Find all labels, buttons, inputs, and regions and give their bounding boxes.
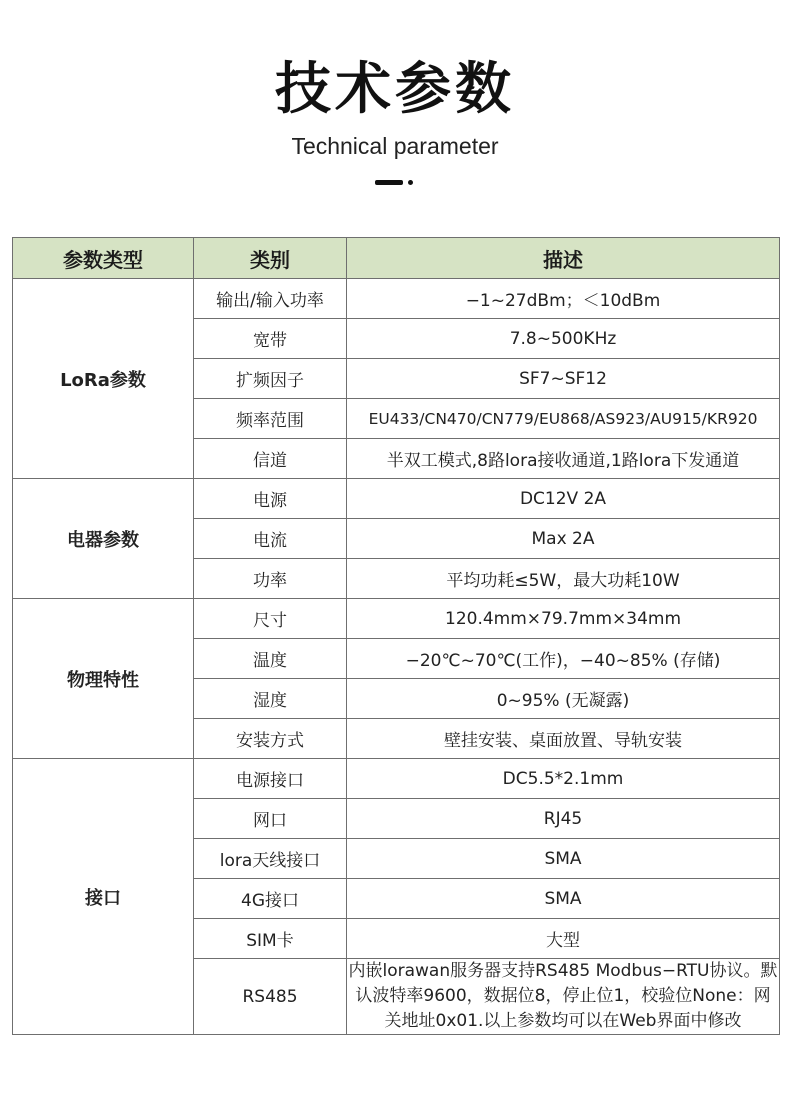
- row-description: SMA: [347, 839, 780, 879]
- row-category: 频率范围: [194, 399, 347, 439]
- table-row: [13, 759, 780, 799]
- row-category: 功率: [194, 559, 347, 599]
- row-description: EU433/CN470/CN779/EU868/AS923/AU915/KR920: [347, 399, 780, 439]
- group-label-interface: 接口: [13, 759, 194, 1035]
- header-category: 类别: [194, 238, 347, 279]
- header-description: 描述: [347, 238, 780, 279]
- row-description: Max 2A: [347, 519, 780, 559]
- row-description: 内嵌lorawan服务器支持RS485 Modbus−RTU协议。默认波特率9600，数据位8，停止位1，校验位None：网关地址0x01.以上参数均可以在Web界面中修改: [347, 959, 780, 1035]
- row-category: 扩频因子: [194, 359, 347, 399]
- divider-bar: [375, 180, 403, 185]
- spec-table: [12, 237, 780, 1035]
- row-description: 平均功耗≤5W，最大功耗10W: [347, 559, 780, 599]
- row-category: 电源: [194, 479, 347, 519]
- row-category: RS485: [194, 959, 347, 1035]
- row-description: SMA: [347, 879, 780, 919]
- page-subtitle: Technical parameter: [291, 133, 499, 159]
- row-description: 壁挂安装、桌面放置、导轨安装: [347, 719, 780, 759]
- row-description: 120.4mm×79.7mm×34mm: [347, 599, 780, 639]
- header-param-type: 参数类型: [13, 238, 194, 279]
- table-row: [13, 279, 780, 319]
- row-category: 4G接口: [194, 879, 347, 919]
- row-category: SIM卡: [194, 919, 347, 959]
- row-description: −1~27dBm；＜10dBm: [347, 279, 780, 319]
- group-label-lora: LoRa参数: [13, 279, 194, 479]
- page-title: 技术参数: [275, 57, 515, 122]
- row-category: 信道: [194, 439, 347, 479]
- row-category: 网口: [194, 799, 347, 839]
- row-description: −20℃~70℃(工作)，−40~85% (存储): [347, 639, 780, 679]
- row-category: 安装方式: [194, 719, 347, 759]
- group-label-electrical: 电器参数: [13, 479, 194, 599]
- row-category: lora天线接口: [194, 839, 347, 879]
- row-description: RJ45: [347, 799, 780, 839]
- row-category: 输出/输入功率: [194, 279, 347, 319]
- row-category: 电流: [194, 519, 347, 559]
- row-category: 湿度: [194, 679, 347, 719]
- row-description: DC12V 2A: [347, 479, 780, 519]
- table-row: [13, 479, 780, 519]
- row-description: 0~95% (无凝露): [347, 679, 780, 719]
- row-description: 半双工模式,8路lora接收通道,1路lora下发通道: [347, 439, 780, 479]
- title-divider: [375, 180, 415, 186]
- row-category: 电源接口: [194, 759, 347, 799]
- row-description: DC5.5*2.1mm: [347, 759, 780, 799]
- group-label-physical: 物理特性: [13, 599, 194, 759]
- table-header-row: [13, 238, 780, 279]
- row-category: 尺寸: [194, 599, 347, 639]
- divider-dot: [408, 180, 413, 185]
- row-description: 大型: [347, 919, 780, 959]
- row-category: 宽带: [194, 319, 347, 359]
- row-description: 7.8~500KHz: [347, 319, 780, 359]
- row-category: 温度: [194, 639, 347, 679]
- row-description: SF7~SF12: [347, 359, 780, 399]
- table-row: [13, 599, 780, 639]
